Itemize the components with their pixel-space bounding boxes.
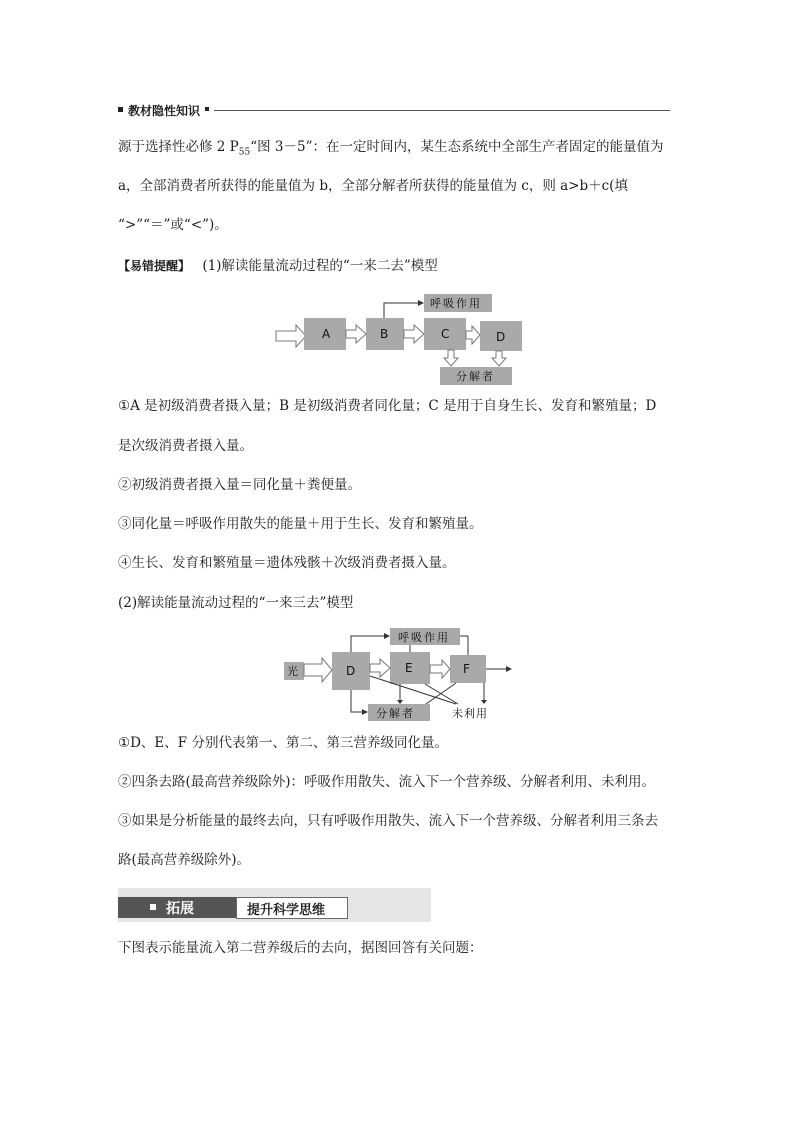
para1-line3: “>”“＝”或“<”)。 xyxy=(118,217,228,233)
light-label: 光 xyxy=(287,665,298,678)
input-arrow xyxy=(276,325,306,347)
box-d2-label: D xyxy=(346,664,356,678)
box-e-label: E xyxy=(405,661,413,675)
arrow-c-decomposer xyxy=(444,350,458,366)
list1-item1-line2: 是次级消费者摄入量。 xyxy=(118,438,253,454)
para1-line2: a，全部消费者所获得的能量值为 b，全部分解者所获得的能量值为 c，则 a>b＋c(填 xyxy=(118,178,628,194)
arrow-b-c xyxy=(404,325,424,343)
arrow-c-d xyxy=(466,326,480,344)
decomposer-label: 分解者 xyxy=(456,370,495,383)
model2-title: (2)解读能量流动过程的“一来三去”模型 xyxy=(118,595,354,611)
line-d-decomposer xyxy=(351,690,362,712)
list1-item4: ④生长、发育和繁殖量＝遗体残骸＋次级消费者摄入量。 xyxy=(118,555,456,571)
banner-label: 拓展 xyxy=(166,901,194,917)
banner-subtitle: 提升科学思维 xyxy=(247,903,326,918)
section-title: 教材隐性知识 xyxy=(128,104,201,118)
box-a-label: A xyxy=(322,327,331,341)
arrow-b-respiration xyxy=(384,303,418,318)
line-d-respiration xyxy=(351,636,384,652)
arrow-e-f xyxy=(430,660,450,678)
list2-item3-line2: 路(最高营养级除外)。 xyxy=(118,852,251,868)
light-arrow xyxy=(304,658,332,682)
list1-item2: ②初级消费者摄入量＝同化量＋粪便量。 xyxy=(118,477,361,493)
respiration-label: 呼吸作用 xyxy=(430,297,482,310)
tip-label: 【易错提醒】 xyxy=(118,259,191,273)
arrow-d-decomposer xyxy=(492,351,506,366)
box-b-label: B xyxy=(380,327,389,341)
list2-item3-line1: ③如果是分析能量的最终去向，只有呼吸作用散失、流入下一个营养级、分解者利用三条去 xyxy=(118,813,658,829)
box-d-label: D xyxy=(496,330,506,344)
list1-item1-line1: ①A 是初级消费者摄入量；B 是初级消费者同化量；C 是用于自身生长、发育和繁殖量；D xyxy=(118,398,657,414)
arrow-a-b xyxy=(346,325,366,343)
box-f-label: F xyxy=(463,662,470,676)
section-bullet xyxy=(118,107,123,112)
list2-item2: ②四条去路(最高营养级除外)：呼吸作用散失、流入下一个营养级、分解者利用、未利用。 xyxy=(118,774,656,790)
respiration-label-2: 呼吸作用 xyxy=(398,631,450,644)
decomposer-label-2: 分解者 xyxy=(376,707,415,720)
tip-heading xyxy=(118,256,438,276)
tip-title: (1)解读能量流动过程的“一来二去”模型 xyxy=(202,258,438,274)
para1-line1: 源于选择性必修 2 $P_{55}“$图 3－5”：在一定时间内，某生态系统中全部生产者固定的能量值为 xyxy=(118,139,664,158)
list1-item3: ③同化量＝呼吸作用散失的能量＋用于生长、发育和繁殖量。 xyxy=(118,516,483,532)
diagram-one-in-two-out xyxy=(270,290,530,390)
section-rule xyxy=(214,110,670,111)
diagram-one-in-three-out xyxy=(280,624,520,724)
arrow-d-e xyxy=(370,659,390,677)
banner-bullet xyxy=(150,904,156,910)
list2-item1: ①D、E、F 分别代表第一、第二、第三营养级同化量。 xyxy=(118,735,448,751)
unused-label: 未利用 xyxy=(452,707,488,720)
box-c-label: C xyxy=(441,327,450,341)
final-prompt: 下图表示能量流入第二营养级后的去向，据图回答有关问题： xyxy=(118,940,483,956)
section-bullet-right xyxy=(205,107,209,111)
